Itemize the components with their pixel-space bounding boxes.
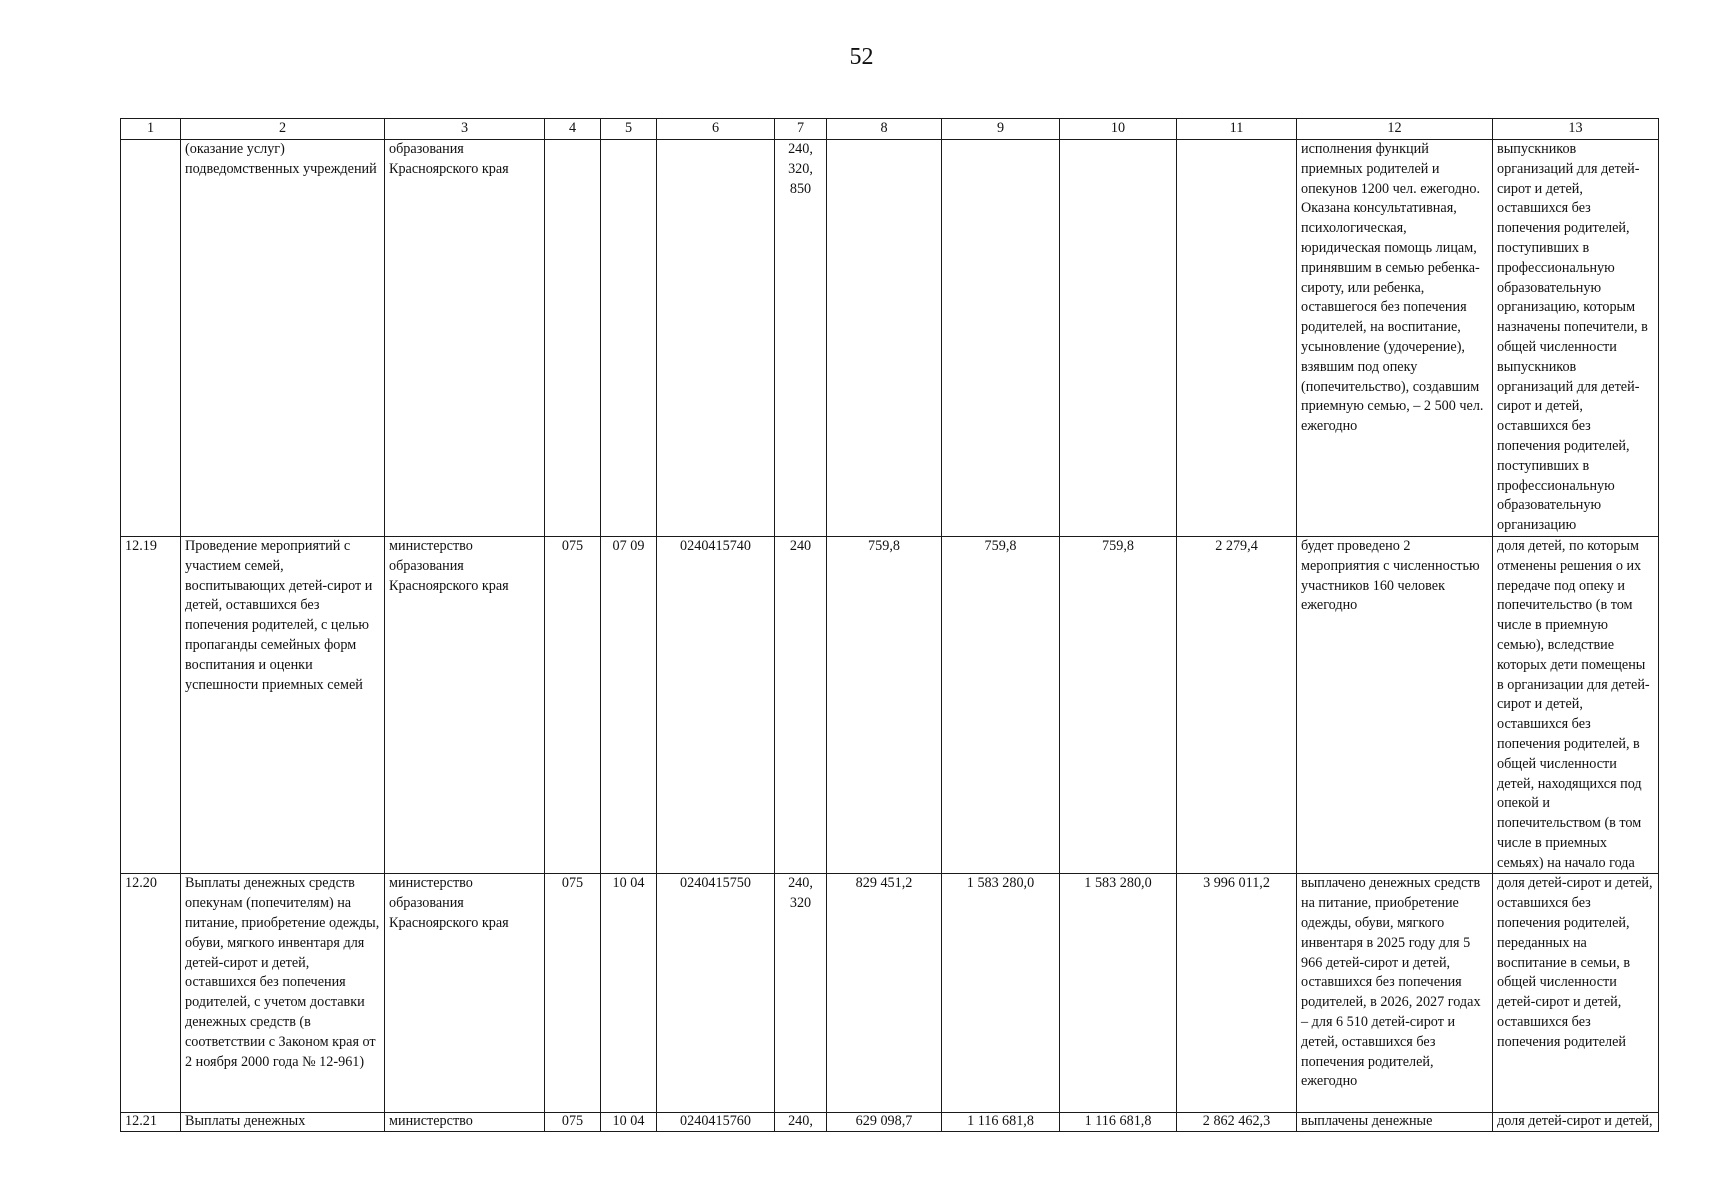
table-row <box>121 874 1659 1113</box>
amount-total: 3 996 011,2 <box>1177 874 1297 1113</box>
expected-result: будет проведено 2 мероприятия с численностью участников 160 человек ежегодно <box>1297 536 1493 874</box>
indicator: доля детей-сирот и детей, <box>1493 1113 1659 1132</box>
column-header: 3 <box>385 119 545 140</box>
amount-total: 2 862 462,3 <box>1177 1113 1297 1132</box>
amount-2026: 759,8 <box>942 536 1060 874</box>
row-number: 12.20 <box>121 874 181 1113</box>
column-header: 2 <box>181 119 385 140</box>
amount-2026: 1 583 280,0 <box>942 874 1060 1113</box>
section-code: 10 04 <box>601 1113 657 1132</box>
target-article-code <box>657 140 775 537</box>
expense-type-code: 240, 320 <box>775 874 827 1113</box>
column-header: 11 <box>1177 119 1297 140</box>
amount-2025: 629 098,7 <box>827 1113 942 1132</box>
amount-2025 <box>827 140 942 537</box>
column-header: 12 <box>1297 119 1493 140</box>
section-code <box>601 140 657 537</box>
executor: министерство <box>385 1113 545 1132</box>
amount-2027: 1 116 681,8 <box>1060 1113 1177 1132</box>
target-article-code: 0240415760 <box>657 1113 775 1132</box>
amount-2025: 759,8 <box>827 536 942 874</box>
measure-name: (оказание услуг) подведомственных учреждений <box>181 140 385 537</box>
column-header: 4 <box>545 119 601 140</box>
amount-2027: 759,8 <box>1060 536 1177 874</box>
column-header: 5 <box>601 119 657 140</box>
amount-2027: 1 583 280,0 <box>1060 874 1177 1113</box>
amount-2025: 829 451,2 <box>827 874 942 1113</box>
grbs-code <box>545 140 601 537</box>
executor: министерство образования Красноярского края <box>385 874 545 1113</box>
column-header: 7 <box>775 119 827 140</box>
section-code: 07 09 <box>601 536 657 874</box>
section-code: 10 04 <box>601 874 657 1113</box>
column-header: 8 <box>827 119 942 140</box>
measure-name: Выплаты денежных <box>181 1113 385 1132</box>
column-header: 1 <box>121 119 181 140</box>
expected-result: исполнения функций приемных родителей и опекунов 1200 чел. ежегодно. Оказана консультативная, психологическая, юридическая помощь лицам, принявшим в семью ребенка-сироту, или ребенка, оставшегося без попечения родителей, на воспитание, усыновление (удочерение), взявшим под опеку (попечительство), создавшим приемную семью, – 2 500 чел. ежегодно <box>1297 140 1493 537</box>
table-row <box>121 536 1659 874</box>
measure-name: Проведение мероприятий с участием семей, воспитывающих детей-сирот и детей, оставшихся без попечения родителей, с целью пропаганды семейных форм воспитания и оценки успешности приемных семей <box>181 536 385 874</box>
indicator: выпускников организаций для детей-сирот и детей, оставшихся без попечения родителей, поступивших в профессиональную образовательную организацию, которым назначены попечители, в общей численности выпускников организаций для детей-сирот и детей, оставшихся без попечения родителей, поступивших в профессиональную образовательную организацию <box>1493 140 1659 537</box>
executor: образования Красноярского края <box>385 140 545 537</box>
target-article-code: 0240415750 <box>657 874 775 1113</box>
expense-type-code: 240, <box>775 1113 827 1132</box>
measure-name: Выплаты денежных средств опекунам (попечителям) на питание, приобретение одежды, обуви, мягкого инвентаря для детей-сирот и детей, оставшихся без попечения родителей, с учетом доставки денежных средств (в соответствии с Законом края от 2 ноября 2000 года № 12-961) <box>181 874 385 1113</box>
executor: министерство образования Красноярского края <box>385 536 545 874</box>
expected-result: выплачены денежные <box>1297 1113 1493 1132</box>
expected-result: выплачено денежных средств на питание, приобретение одежды, обуви, мягкого инвентаря в 2025 году для 5 966 детей-сирот и детей, оставшихся без попечения родителей, в 2026, 2027 годах – для 6 510 детей-сирот и детей, оставшихся без попечения родителей, ежегодно <box>1297 874 1493 1113</box>
column-header: 6 <box>657 119 775 140</box>
column-number-row <box>121 119 1659 140</box>
column-header: 13 <box>1493 119 1659 140</box>
grbs-code: 075 <box>545 874 601 1113</box>
column-header: 9 <box>942 119 1060 140</box>
amount-2026: 1 116 681,8 <box>942 1113 1060 1132</box>
amount-2026 <box>942 140 1060 537</box>
row-number: 12.19 <box>121 536 181 874</box>
grbs-code: 075 <box>545 536 601 874</box>
table-row <box>121 140 1659 537</box>
amount-2027 <box>1060 140 1177 537</box>
column-header: 10 <box>1060 119 1177 140</box>
page-number: 52 <box>849 44 874 70</box>
row-number: 12.21 <box>121 1113 181 1132</box>
expense-type-code: 240, 320, 850 <box>775 140 827 537</box>
indicator: доля детей-сирот и детей, оставшихся без попечения родителей, переданных на воспитание в семьи, в общей численности детей-сирот и детей, оставшихся без попечения родителей <box>1493 874 1659 1113</box>
amount-total: 2 279,4 <box>1177 536 1297 874</box>
amount-total <box>1177 140 1297 537</box>
program-table <box>120 118 1659 1132</box>
indicator: доля детей, по которым отменены решения о их передаче под опеку и попечительство (в том числе в приемную семью), вследствие которых дети помещены в организации для детей-сирот и детей, оставшихся без попечения родителей, в общей численности детей, находящихся под опекой и попечительством (в том числе в приемных семьях) на начало года <box>1493 536 1659 874</box>
expense-type-code: 240 <box>775 536 827 874</box>
target-article-code: 0240415740 <box>657 536 775 874</box>
row-number <box>121 140 181 537</box>
table-row <box>121 1113 1659 1132</box>
grbs-code: 075 <box>545 1113 601 1132</box>
